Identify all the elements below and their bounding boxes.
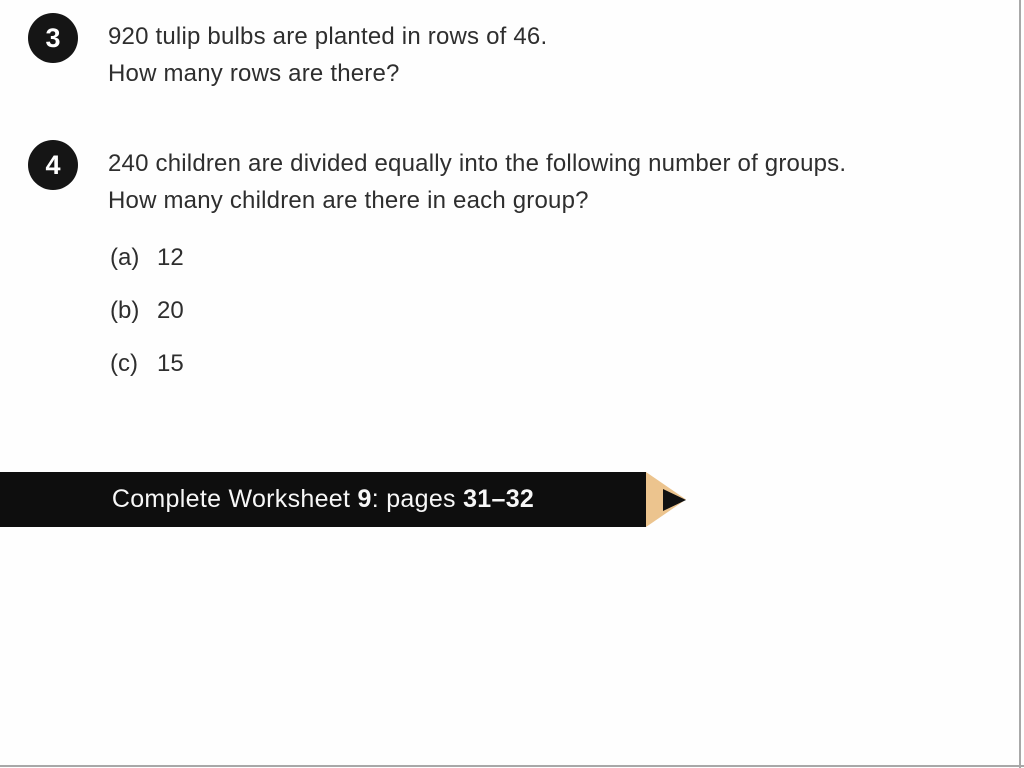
answer-options [110,246,846,376]
option-c [110,352,846,376]
question-3-line-2: How many rows are there? [108,60,400,87]
option-c-value: 15 [157,350,184,377]
question-3-text [108,18,547,92]
question-4-text [108,145,846,405]
slide-right-edge [1019,0,1021,768]
banner-pages: 31–32 [463,485,535,513]
banner-text-prefix: Complete Worksheet [111,485,358,513]
question-4-line-1: 240 children are divided equally into the following number of groups. [108,150,847,177]
option-a [110,246,846,270]
option-c-label: (c) [110,350,138,377]
question-4-number-badge: 4 [28,140,78,190]
option-a-label: (a) [110,244,140,271]
option-a-value: 12 [157,244,184,271]
question-3 [28,13,547,92]
worksheet-banner [0,472,646,527]
question-4-line-2: How many children are there in each group? [108,187,589,214]
slide-bottom-edge [0,765,1024,767]
question-4 [28,140,846,405]
question-3-number-badge: 3 [28,13,78,63]
option-b-label: (b) [110,297,140,324]
banner-worksheet-number: 9 [357,485,372,513]
question-3-line-1: 920 tulip bulbs are planted in rows of 46. [108,23,548,50]
option-b [110,299,846,323]
option-b-value: 20 [157,297,184,324]
banner-text-middle: : pages [371,485,464,513]
banner-text [112,485,534,514]
